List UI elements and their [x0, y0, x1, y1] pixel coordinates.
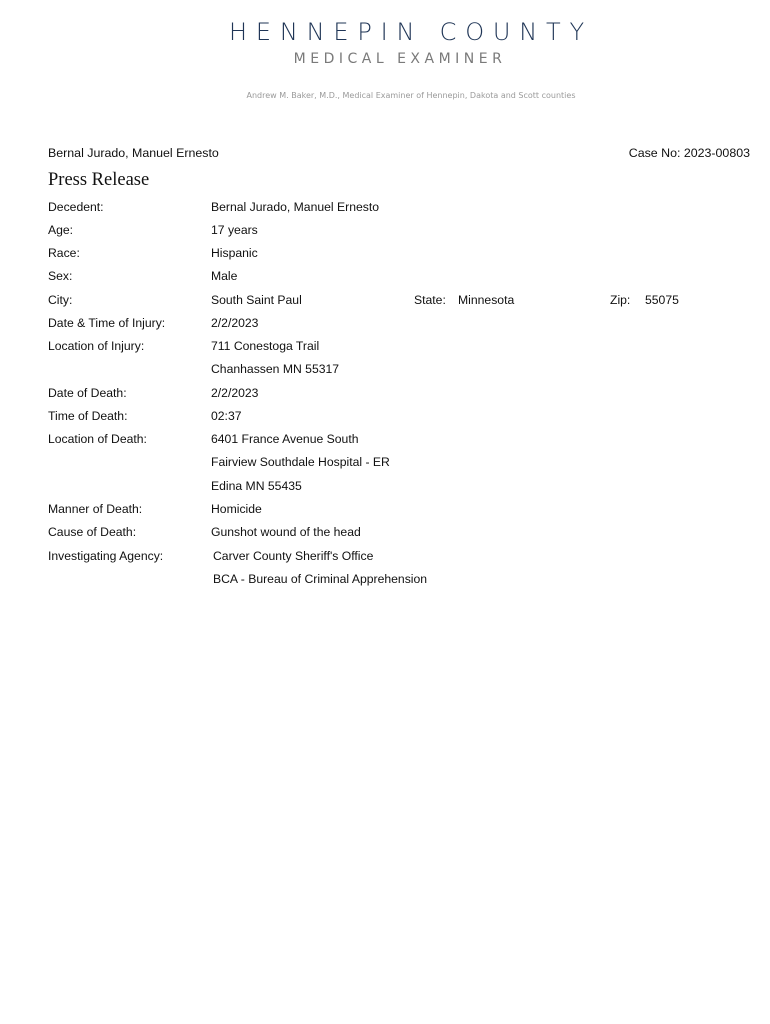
- injury-datetime-value: 2/2/2023: [211, 316, 259, 330]
- header-decedent-name: Bernal Jurado, Manuel Ernesto: [48, 146, 219, 160]
- agency-line1: Carver County Sheriff's Office: [213, 549, 374, 563]
- decedent-value: Bernal Jurado, Manuel Ernesto: [211, 200, 380, 214]
- race-value: Hispanic: [211, 246, 258, 260]
- field-row-death-time: [0, 408, 770, 426]
- field-row-death-date: [0, 385, 770, 403]
- sex-label: Sex:: [48, 269, 73, 283]
- sex-value: Male: [211, 269, 238, 283]
- injury-location-line1: 711 Conestoga Trail: [211, 339, 320, 353]
- city-label: City:: [48, 293, 73, 307]
- field-row-agency: [0, 548, 770, 566]
- zip-value: 55075: [645, 293, 679, 307]
- death-time-value: 02:37: [211, 409, 242, 423]
- cause-value: Gunshot wound of the head: [211, 525, 361, 539]
- field-row-death-location-cont2: [0, 478, 770, 496]
- letterhead-subtitle: MEDICAL EXAMINER: [293, 51, 507, 67]
- age-value: 17 years: [211, 223, 258, 237]
- state-value: Minnesota: [458, 293, 515, 307]
- field-row-injury-datetime: [0, 315, 770, 333]
- agency-label: Investigating Agency:: [48, 549, 164, 563]
- injury-datetime-label: Date & Time of Injury:: [48, 316, 166, 330]
- field-row-death-location: [0, 431, 770, 449]
- death-location-label: Location of Death:: [48, 432, 147, 446]
- death-time-label: Time of Death:: [48, 409, 128, 423]
- agency-line2: BCA - Bureau of Criminal Apprehension: [213, 572, 428, 586]
- letterhead-title: HENNEPIN COUNTY: [229, 18, 593, 46]
- field-row-injury-location-cont: [0, 361, 770, 379]
- injury-location-label: Location of Injury:: [48, 339, 145, 353]
- race-label: Race:: [48, 246, 80, 260]
- death-date-label: Date of Death:: [48, 386, 127, 400]
- field-row-death-location-cont1: [0, 454, 770, 472]
- field-row-decedent: [0, 199, 770, 217]
- decedent-label: Decedent:: [48, 200, 104, 214]
- city-value: South Saint Paul: [211, 293, 302, 307]
- document-title: Press Release: [48, 170, 150, 190]
- state-label: State:: [414, 293, 446, 307]
- field-row-city: [0, 292, 770, 310]
- death-location-line1: 6401 France Avenue South: [211, 432, 359, 446]
- field-row-manner: [0, 501, 770, 519]
- letterhead-tagline: Andrew M. Baker, M.D., Medical Examiner of Hennepin, Dakota and Scott counties: [246, 91, 576, 100]
- age-label: Age:: [48, 223, 74, 237]
- field-row-sex: [0, 268, 770, 286]
- zip-label: Zip:: [610, 293, 631, 307]
- field-row-cause: [0, 524, 770, 542]
- field-row-age: [0, 222, 770, 240]
- letterhead: [0, 0, 770, 120]
- field-row-race: [0, 245, 770, 263]
- death-location-line3: Edina MN 55435: [211, 479, 302, 493]
- field-row-agency-cont: [0, 571, 770, 589]
- death-location-line2: Fairview Southdale Hospital - ER: [211, 455, 390, 469]
- death-date-value: 2/2/2023: [211, 386, 259, 400]
- manner-label: Manner of Death:: [48, 502, 143, 516]
- field-row-injury-location: [0, 338, 770, 356]
- case-number: Case No: 2023-00803: [628, 146, 750, 160]
- injury-location-line2: Chanhassen MN 55317: [211, 362, 340, 376]
- manner-value: Homicide: [211, 502, 262, 516]
- cause-label: Cause of Death:: [48, 525, 137, 539]
